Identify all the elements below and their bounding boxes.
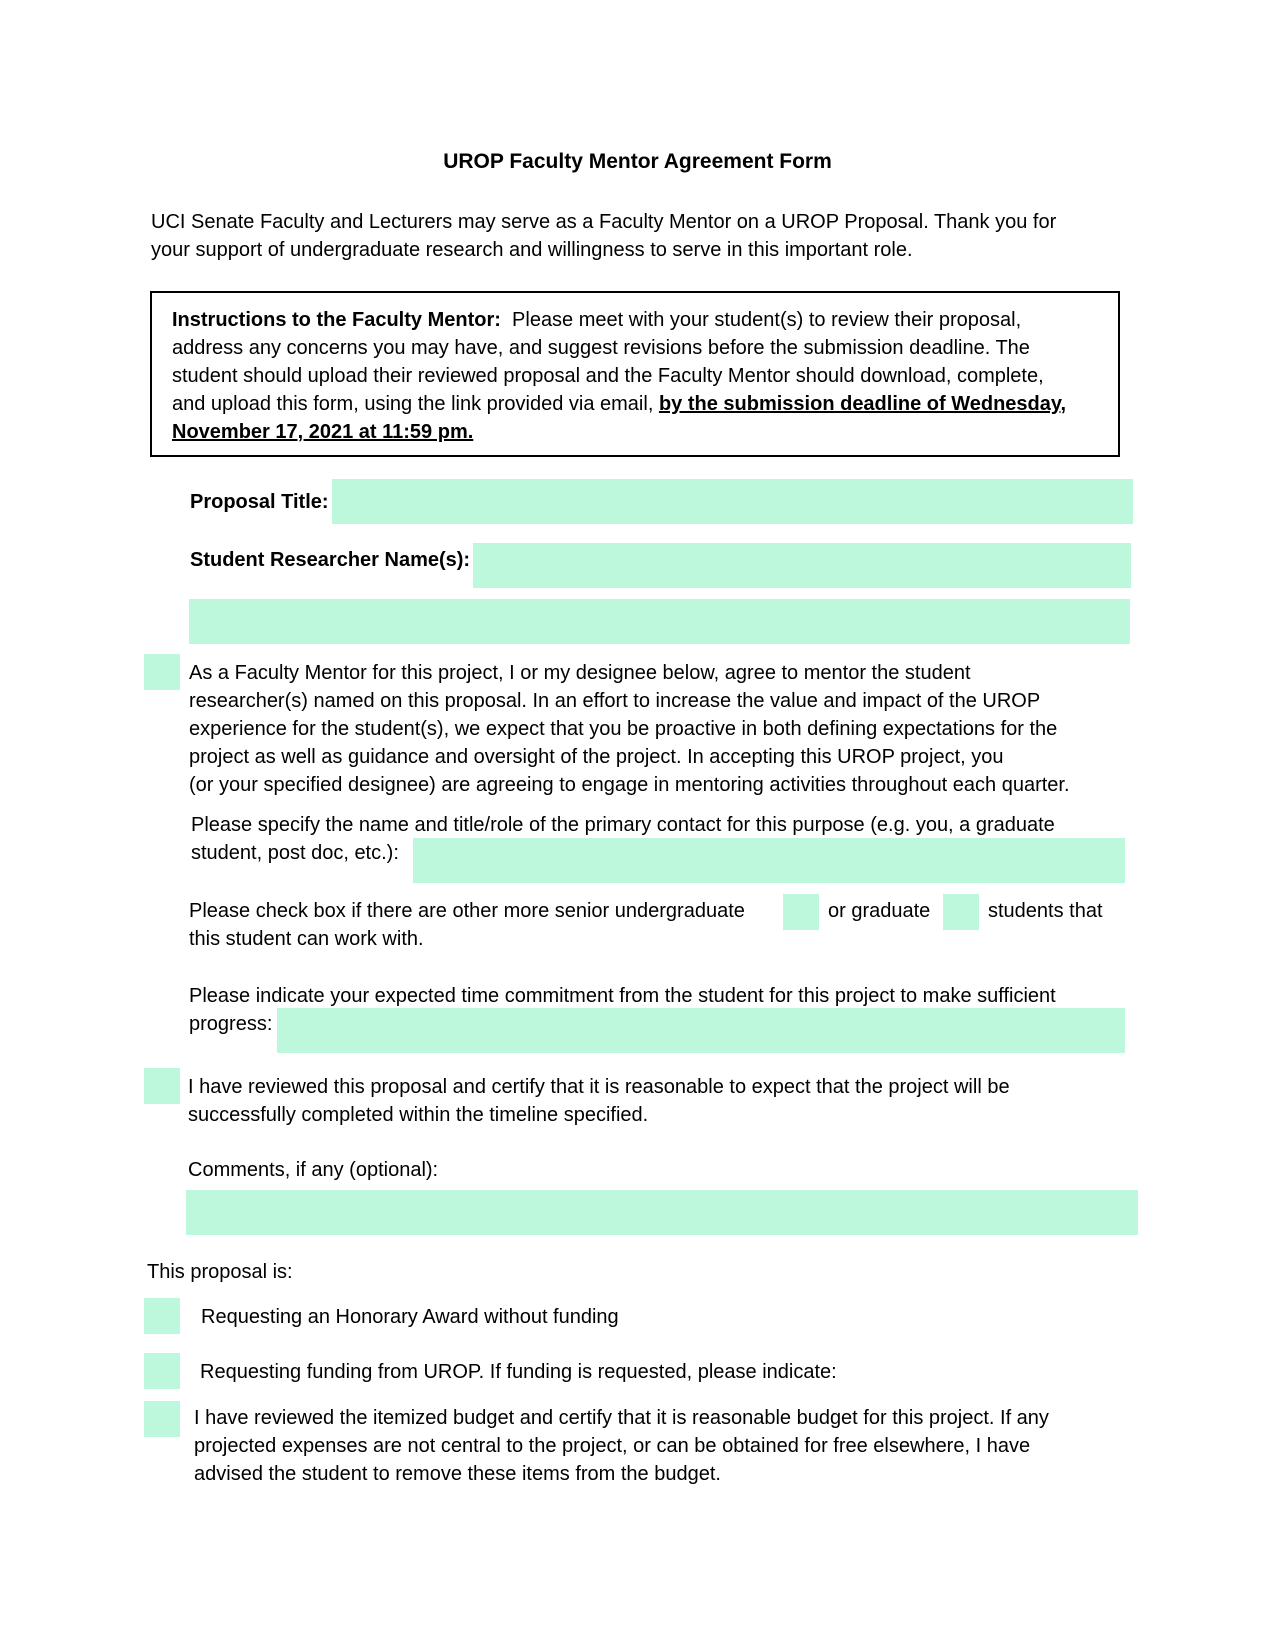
certify-text: successfully completed within the timeline specified. [188, 1104, 649, 1126]
undergraduate-checkbox[interactable] [783, 894, 819, 930]
proposal-is-label: This proposal is: [147, 1261, 293, 1283]
certify-checkbox[interactable] [144, 1068, 180, 1104]
time-commitment-text: Please indicate your expected time commitment from the student for this project to make sufficient [189, 985, 1056, 1007]
instructions-line [172, 306, 1021, 334]
budget-text: projected expenses are not central to the project, or can be obtained for free elsewhere, I have [194, 1435, 1031, 1457]
mentor-agreement-text: As a Faculty Mentor for this project, I or my designee below, agree to mentor the student [189, 662, 971, 684]
instructions-text: Please meet with your student(s) to review their proposal, [512, 309, 1022, 331]
graduate-checkbox[interactable] [943, 894, 979, 930]
student-names-field[interactable] [473, 543, 1131, 588]
proposal-title-label: Proposal Title: [190, 491, 329, 513]
honorary-award-label: Requesting an Honorary Award without funding [201, 1306, 619, 1328]
proposal-title-field[interactable] [332, 479, 1133, 524]
instructions-text: and upload this form, using the link provided via email, [172, 393, 654, 415]
senior-students-text: this student can work with. [189, 928, 424, 950]
page-title: UROP Faculty Mentor Agreement Form [443, 150, 832, 173]
comments-label: Comments, if any (optional): [188, 1159, 439, 1181]
intro-line: UCI Senate Faculty and Lecturers may serve as a Faculty Mentor on a UROP Proposal. Thank you for [151, 211, 1057, 233]
student-names-label: Student Researcher Name(s): [190, 549, 471, 571]
mentor-agreement-text: project as well as guidance and oversight of the project. In accepting this UROP project, you [189, 746, 1004, 768]
budget-text: I have reviewed the itemized budget and certify that it is reasonable budget for this project. If any [194, 1407, 1049, 1429]
honorary-award-checkbox[interactable] [144, 1298, 180, 1334]
time-commitment-field[interactable] [277, 1008, 1125, 1053]
mentor-agreement-checkbox[interactable] [144, 654, 180, 690]
deadline-text: November 17, 2021 at 11:59 pm. [172, 421, 474, 443]
contact-text: Please specify the name and title/role of the primary contact for this purpose (e.g. you, a graduate [191, 814, 1055, 836]
student-names-field-2[interactable] [189, 599, 1130, 644]
instructions-line [172, 390, 1066, 418]
mentor-agreement-text: researcher(s) named on this proposal. In an effort to increase the value and impact of the UROP [189, 690, 1041, 712]
instructions-line: address any concerns you may have, and suggest revisions before the submission deadline. The [172, 337, 1030, 359]
instructions-line: student should upload their reviewed proposal and the Faculty Mentor should download, complete, [172, 365, 1044, 387]
deadline-text: by the submission deadline of Wednesday, [658, 393, 1067, 415]
mentor-agreement-text: experience for the student(s), we expect that you be proactive in both defining expectations for the [189, 718, 1058, 740]
certify-text: I have reviewed this proposal and certify that it is reasonable to expect that the project will be [188, 1076, 1010, 1098]
primary-contact-field[interactable] [413, 838, 1125, 883]
contact-text: student, post doc, etc.): [191, 842, 399, 864]
comments-field[interactable] [186, 1190, 1138, 1235]
funding-checkbox[interactable] [144, 1353, 180, 1389]
instructions-heading: Instructions to the Faculty Mentor: [172, 309, 501, 331]
budget-checkbox[interactable] [144, 1401, 180, 1437]
senior-students-text: students that [988, 900, 1103, 922]
mentor-agreement-text: (or your specified designee) are agreeing to engage in mentoring activities throughout each quarter. [189, 774, 1070, 796]
budget-text: advised the student to remove these items from the budget. [194, 1463, 721, 1485]
senior-students-text: Please check box if there are other more senior undergraduate [189, 900, 745, 922]
time-commitment-text: progress: [189, 1013, 273, 1035]
intro-line: your support of undergraduate research and willingness to serve in this important role. [151, 239, 913, 261]
funding-label: Requesting funding from UROP. If funding is requested, please indicate: [200, 1361, 837, 1383]
senior-students-text: or graduate [828, 900, 931, 922]
